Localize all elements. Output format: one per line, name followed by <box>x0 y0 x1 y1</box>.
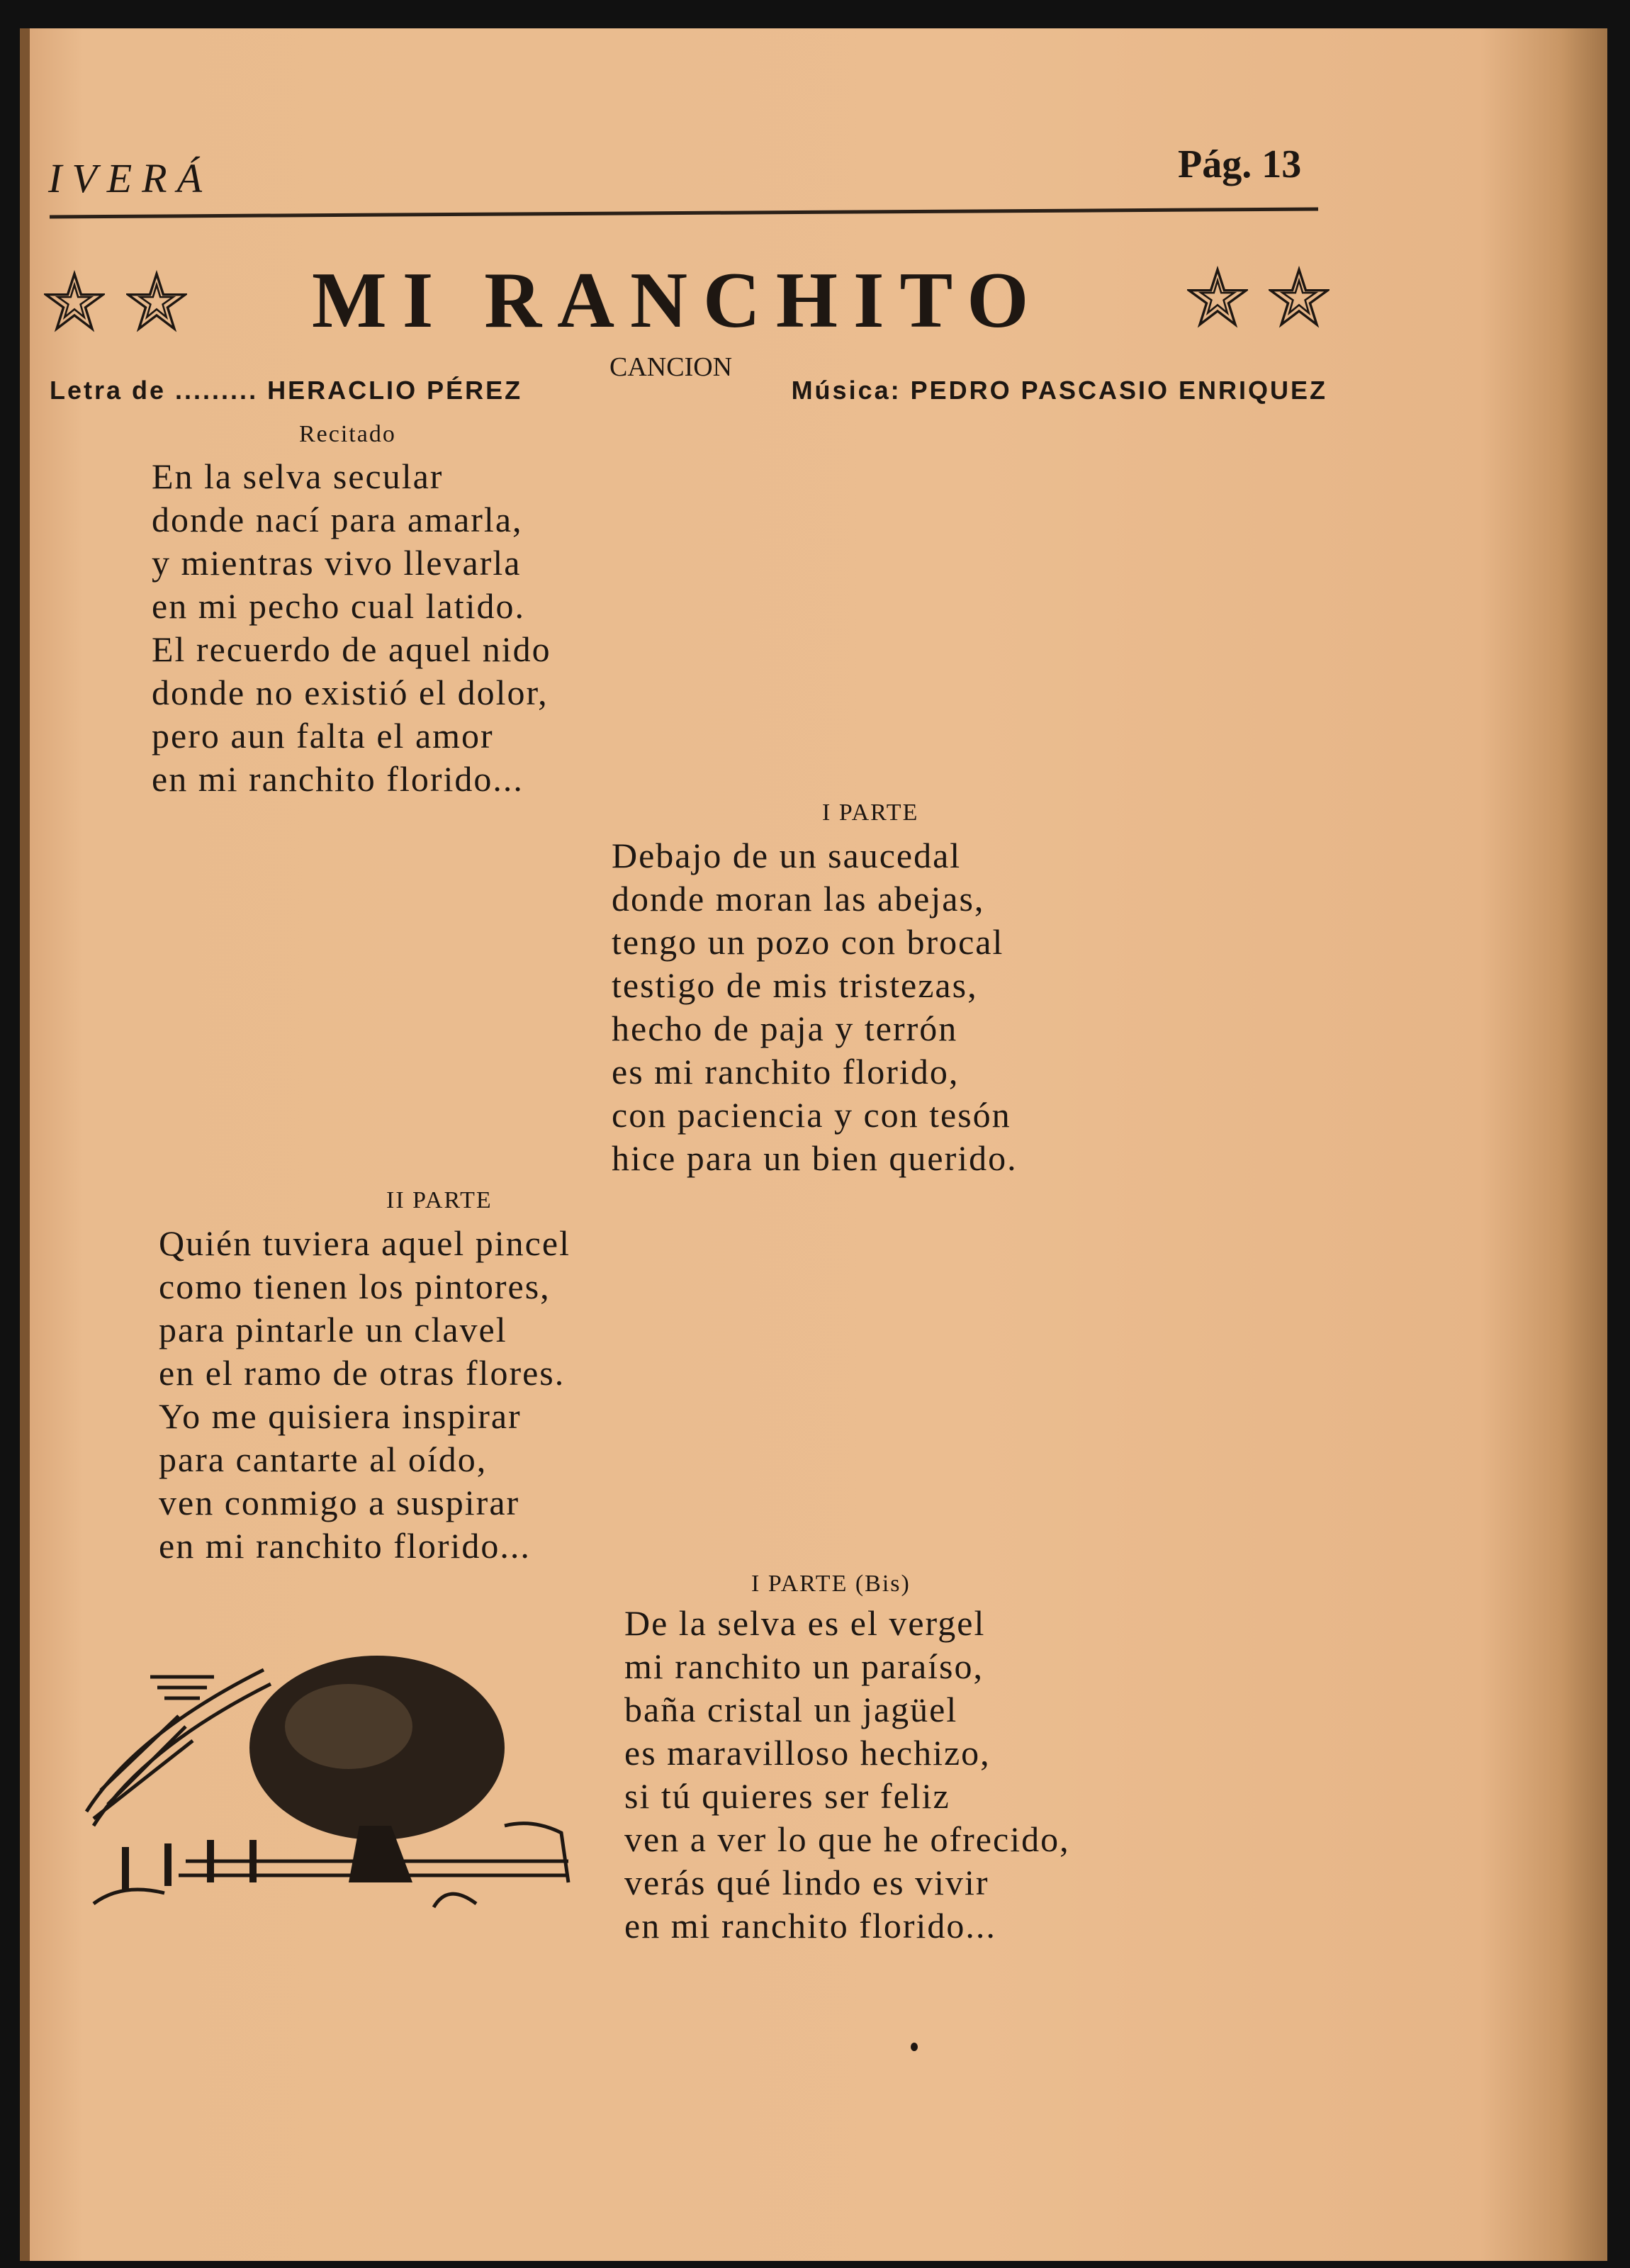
section-heading: Recitado <box>299 421 396 447</box>
verse-line: es maravilloso hechizo, <box>624 1733 991 1773</box>
verse-i-parte <box>612 834 1018 1180</box>
star-icon <box>126 268 187 336</box>
music-credit: Música: PEDRO PASCASIO ENRIQUEZ <box>791 376 1327 405</box>
verse-line: hecho de paja y terrón <box>612 1009 958 1048</box>
running-title: IVERÁ <box>48 155 213 201</box>
verse-line: Debajo de un saucedal <box>612 836 962 875</box>
star-icon <box>44 268 105 336</box>
verse-line: pero aun falta el amor <box>152 716 494 756</box>
verse-line: para pintarle un clavel <box>159 1310 507 1349</box>
verse-line: como tienen los pintores, <box>159 1267 551 1306</box>
song-title: MI RANCHITO <box>312 257 1045 344</box>
verse-line: donde no existió el dolor, <box>152 673 549 712</box>
verse-line: Yo me quisiera inspirar <box>159 1396 522 1436</box>
verse-line: si tú quieres ser feliz <box>624 1776 950 1816</box>
verse-line: en el ramo de otras flores. <box>159 1353 566 1393</box>
verse-line: hice para un bien querido. <box>612 1138 1018 1178</box>
verse-line: y mientras vivo llevarla <box>152 543 522 583</box>
verse-line: es mi ranchito florido, <box>612 1052 960 1091</box>
ranch-tree-illustration <box>79 1649 600 1925</box>
lyrics-credit: Letra de ......... HERACLIO PÉREZ <box>50 376 523 405</box>
verse-line: donde moran las abejas, <box>612 879 985 919</box>
verse-line: con paciencia y con tesón <box>612 1095 1011 1135</box>
book-spine <box>20 28 30 2261</box>
section-heading: I PARTE <box>822 799 919 826</box>
star-icon <box>1187 264 1248 332</box>
verse-line: De la selva es el vergel <box>624 1603 986 1643</box>
verse-line: mi ranchito un paraíso, <box>624 1646 984 1686</box>
verse-line: En la selva secular <box>152 456 444 496</box>
verse-line: para cantarte al oído, <box>159 1439 488 1479</box>
verse-line: El recuerdo de aquel nido <box>152 629 551 669</box>
verse-line: Quién tuviera aquel pincel <box>159 1223 570 1263</box>
ink-dot <box>911 2043 918 2051</box>
verse-line: en mi ranchito florido... <box>159 1526 531 1566</box>
section-heading: II PARTE <box>386 1187 493 1213</box>
verse-line: testigo de mis tristezas, <box>612 965 978 1005</box>
star-icon <box>1269 264 1330 332</box>
verse-i-parte-bis <box>624 1602 1070 1948</box>
verse-ii-parte <box>159 1222 570 1568</box>
verse-line: ven a ver lo que he ofrecido, <box>624 1819 1070 1859</box>
verse-line: verás qué lindo es vivir <box>624 1863 989 1902</box>
verse-line: tengo un pozo con brocal <box>612 922 1004 962</box>
verse-line: en mi pecho cual latido. <box>152 586 526 626</box>
verse-line: donde nací para amarla, <box>152 500 523 539</box>
verse-recitado <box>152 455 551 801</box>
song-genre: CANCION <box>609 352 733 382</box>
verse-line: en mi ranchito florido... <box>624 1906 996 1946</box>
section-heading: I PARTE (Bis) <box>751 1571 911 1597</box>
verse-line: en mi ranchito florido... <box>152 759 524 799</box>
page-number: Pág. 13 <box>1178 142 1302 186</box>
verse-line: baña cristal un jagüel <box>624 1690 958 1729</box>
credits-line <box>50 376 1327 405</box>
verse-line: ven conmigo a suspirar <box>159 1483 520 1522</box>
